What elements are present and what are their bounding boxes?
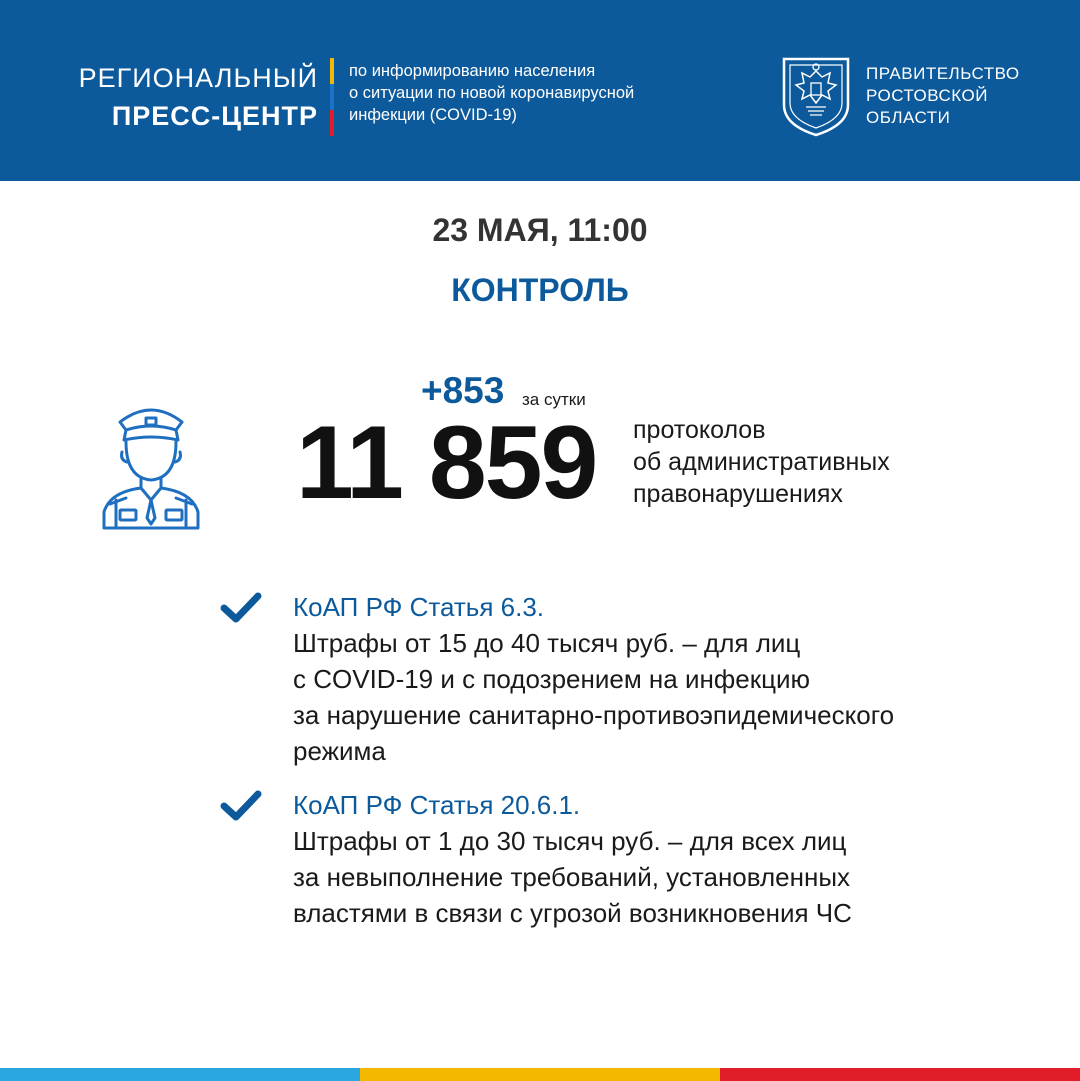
item-title: КоАП РФ Статья 20.6.1. <box>293 790 581 820</box>
item-line: Штрафы от 15 до 40 тысяч руб. – для лиц <box>293 628 801 658</box>
gov-line: РОСТОВСКОЙ <box>866 86 988 105</box>
caption-line: правонарушениях <box>633 480 843 508</box>
press-center-title <box>79 59 318 135</box>
item-line: властями в связи с угрозой возникновения ЧС <box>293 898 852 928</box>
caption-line: протоколов <box>633 416 766 444</box>
checkmark-icon <box>220 592 262 624</box>
item-line: за невыполнение требований, установленных <box>293 862 851 892</box>
press-title-line1: РЕГИОНАЛЬНЫЙ <box>78 63 318 93</box>
total-protocols: 11 859 <box>296 405 597 521</box>
item-text <box>293 788 1053 931</box>
item-line: Штрафы от 1 до 30 тысяч руб. – для всех лиц <box>293 826 847 856</box>
press-title-line2: ПРЕСС-ЦЕНТР <box>111 101 318 131</box>
total-caption <box>633 414 890 510</box>
gov-line: ПРАВИТЕЛЬСТВО <box>866 64 1020 83</box>
item-line: с COVID-19 и с подозрением на инфекцию <box>293 664 810 694</box>
press-center-subtitle <box>349 60 634 126</box>
report-date: 23 МАЯ, 11:00 <box>432 212 648 248</box>
caption-line: об административных <box>633 448 890 476</box>
coat-of-arms-icon <box>780 55 852 139</box>
daily-increase-unit: за сутки <box>522 390 586 409</box>
item-line: за нарушение санитарно-противоэпидемического <box>293 700 895 730</box>
footer-color-bar <box>0 1068 1080 1081</box>
daily-increase: +853 <box>421 370 505 411</box>
item-line: режима <box>293 736 386 766</box>
police-officer-icon <box>96 400 206 535</box>
checkmark-icon <box>220 790 262 822</box>
subtitle-line: инфекции (COVID-19) <box>349 106 517 124</box>
tricolor-divider <box>330 58 334 136</box>
section-title: КОНТРОЛЬ <box>451 272 629 308</box>
subtitle-line: о ситуации по новой коронавирусной <box>349 84 635 102</box>
item-text <box>293 590 1053 769</box>
government-title <box>866 63 1020 129</box>
item-title: КоАП РФ Статья 6.3. <box>293 592 545 622</box>
header-banner <box>0 0 1080 181</box>
subtitle-line: по информированию населения <box>349 62 596 80</box>
gov-line: ОБЛАСТИ <box>866 108 951 127</box>
